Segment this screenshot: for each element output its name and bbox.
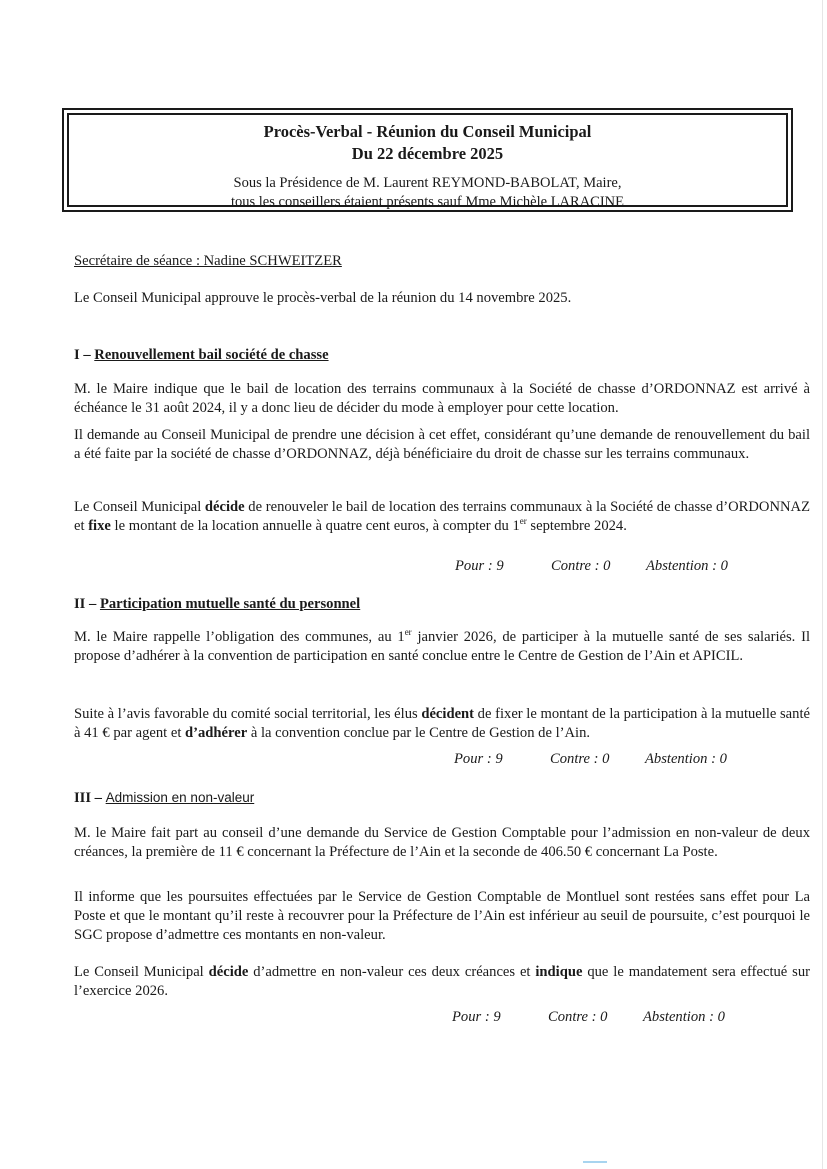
document-title: Procès-Verbal - Réunion du Conseil Municipal <box>263 122 592 141</box>
vote-pour: Pour : 9 <box>454 751 503 767</box>
section-3-paragraph-2: Il informe que les poursuites effectuées par le Service de Gestion Comptable de Montluel sont restées sans effet pour La Poste et que le montant qu’il reste à recouvrer pour la Préfecture de l’Ain est inférieur au seuil de poursuite, c’est pourquoi le SGC propose d’admettre ces montants en non-valeur. <box>74 889 810 943</box>
section-3-heading <box>74 788 810 808</box>
attendance-line: tous les conseillers étaient présents sauf Mme Michèle LARACINE <box>230 194 624 210</box>
title-box-inner <box>67 113 788 210</box>
decision-verb: indique <box>535 964 583 980</box>
vote-abstention: Abstention : 0 <box>643 1009 725 1025</box>
section-2-number: II – <box>74 596 100 612</box>
presidence-line: Sous la Présidence de M. Laurent REYMOND-BABOLAT, Maire, <box>233 175 622 191</box>
secretary-line: Secrétaire de séance : Nadine SCHWEITZER <box>74 253 342 269</box>
vote-contre: Contre : 0 <box>550 751 610 767</box>
section-3-decision: Le Conseil Municipal décide d’admettre en non-valeur ces deux créances et indique que le mandatement sera effectué sur l’exercice 2026. <box>74 964 810 999</box>
scan-mark <box>583 1161 607 1163</box>
section-2-title: Participation mutuelle santé du personnel <box>99 596 361 612</box>
section-3-paragraph-1: M. le Maire fait part au conseil d’une demande du Service de Gestion Comptable pour l’admission en non-valeur de deux créances, la première de 11 € concernant la Préfecture de l’Ain et la seconde de 406.50 € concernant La Poste. <box>74 825 810 860</box>
section-1-decision: Le Conseil Municipal décide de renouveler le bail de location des terrains communaux à la Société de chasse d’ORDONNAZ et fixe le montant de la location annuelle à quatre cent euros, à compter du 1er septembre 2024. <box>74 499 810 534</box>
approval-line: Le Conseil Municipal approuve le procès-verbal de la réunion du 14 novembre 2025. <box>74 290 572 306</box>
decision-verb: fixe <box>88 518 111 534</box>
section-3-title: Admission en non-valeur <box>105 790 255 805</box>
decision-verb: d’adhérer <box>185 725 248 741</box>
vote-contre: Contre : 0 <box>548 1009 608 1025</box>
vote-contre: Contre : 0 <box>551 558 611 574</box>
meeting-date: Du 22 décembre 2025 <box>351 144 504 163</box>
vote-pour: Pour : 9 <box>452 1009 501 1025</box>
vote-pour: Pour : 9 <box>455 558 504 574</box>
section-1-title: Renouvellement bail société de chasse <box>94 347 329 363</box>
section-2-decision: Suite à l’avis favorable du comité social territorial, les élus décident de fixer le montant de la participation à la mutuelle santé à 41 € par agent et d’adhérer à la convention conclue par le Centre de Gestion de l’Ain. <box>74 706 810 741</box>
title-box <box>62 108 793 212</box>
section-1-paragraph-1: M. le Maire indique que le bail de location des terrains communaux à la Société de chasse d’ORDONNAZ est arrivé à échéance le 31 août 2024, il y a donc lieu de décider du mode à employer pour cette location. <box>74 381 810 416</box>
section-1-paragraph-2: Il demande au Conseil Municipal de prendre une décision à cet effet, considérant qu’une demande de renouvellement du bail a été faite par la société de chasse d’ORDONNAZ, déjà bénéficiaire du droit de chasse sur les terrains communaux. <box>74 427 810 462</box>
section-1-number: I – <box>74 347 95 363</box>
section-1-heading <box>74 346 810 365</box>
decision-verb: décide <box>208 964 249 980</box>
section-3-number: III – <box>74 790 106 806</box>
decision-verb: décident <box>421 706 475 722</box>
page-edge <box>822 0 823 1169</box>
section-2-paragraph-1: M. le Maire rappelle l’obligation des communes, au 1er janvier 2026, de participer à la mutuelle santé de ses salariés. Il propose d’adhérer à la convention de participation en santé conclue entre le Centre de Gestion de l’Ain et APICIL. <box>74 627 810 664</box>
vote-abstention: Abstention : 0 <box>645 751 727 767</box>
decision-verb: décide <box>204 499 245 515</box>
vote-abstention: Abstention : 0 <box>646 558 728 574</box>
section-2-heading <box>74 595 810 614</box>
